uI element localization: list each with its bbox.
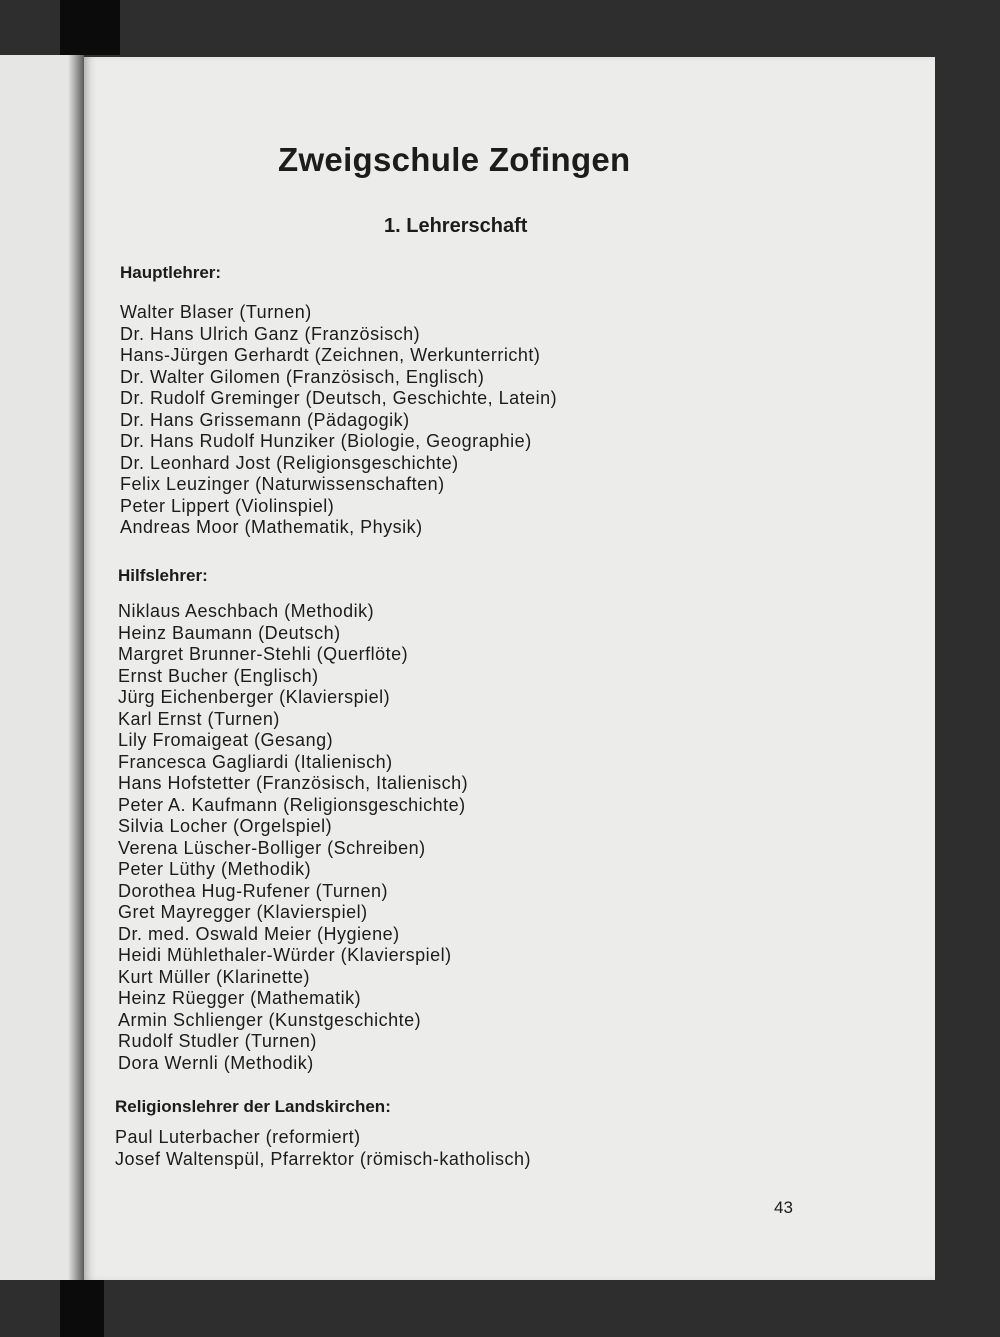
member-item: Francesca Gagliardi (Italienisch)	[118, 751, 393, 772]
group-hauptlehrer	[120, 262, 557, 539]
member-item: Karl Ernst (Turnen)	[118, 708, 280, 729]
group-heading: Hauptlehrer:	[120, 263, 222, 282]
page-title: Zweigschule Zofingen	[278, 141, 631, 178]
member-item: Jürg Eichenberger (Klavierspiel)	[118, 687, 391, 707]
member-item: Paul Luterbacher (reformiert)	[115, 1127, 361, 1147]
member-item: Andreas Moor (Mathematik, Physik)	[120, 517, 423, 537]
member-list	[118, 601, 468, 1074]
document-page	[84, 57, 935, 1280]
member-item: Ernst Bucher (Englisch)	[118, 665, 319, 686]
member-item: Lily Fromaigeat (Gesang)	[118, 730, 334, 750]
member-item: Dr. Rudolf Greminger (Deutsch, Geschichte, Latein)	[120, 388, 558, 408]
member-item: Margret Brunner-Stehli (Querflöte)	[118, 644, 409, 664]
member-item: Dorothea Hug-Rufener (Turnen)	[118, 880, 388, 901]
member-item: Verena Lüscher-Bolliger (Schreiben)	[118, 837, 426, 858]
member-item: Josef Waltenspül, Pfarrektor (römisch-katholisch)	[115, 1148, 531, 1169]
member-item: Gret Mayregger (Klavierspiel)	[118, 902, 368, 922]
scan-border-top	[60, 0, 120, 55]
book-gutter	[68, 55, 84, 1280]
group-hilfslehrer	[118, 565, 468, 1074]
member-item: Dora Wernli (Methodik)	[118, 1052, 314, 1073]
member-item: Dr. Hans Grissemann (Pädagogik)	[120, 409, 410, 430]
section-title: 1. Lehrerschaft	[384, 215, 528, 237]
group-heading: Hilfslehrer:	[118, 566, 208, 585]
group-heading: Religionslehrer der Landskirchen:	[115, 1097, 391, 1116]
member-item: Hans-Jürgen Gerhardt (Zeichnen, Werkunterricht)	[120, 345, 541, 365]
member-item: Heinz Rüegger (Mathematik)	[118, 988, 362, 1008]
member-item: Silvia Locher (Orgelspiel)	[118, 816, 333, 836]
member-item: Armin Schlienger (Kunstgeschichte)	[118, 1009, 422, 1030]
member-item: Peter Lüthy (Methodik)	[118, 859, 312, 879]
member-list	[120, 302, 557, 539]
member-item: Hans Hofstetter (Französisch, Italienisch)	[118, 773, 469, 793]
member-item: Peter A. Kaufmann (Religionsgeschichte)	[118, 794, 466, 815]
scan-border-bottom	[60, 1280, 104, 1337]
member-item: Kurt Müller (Klarinette)	[118, 966, 311, 987]
member-item: Walter Blaser (Turnen)	[120, 302, 312, 322]
member-item: Felix Leuzinger (Naturwissenschaften)	[120, 474, 445, 494]
member-item: Rudolf Studler (Turnen)	[118, 1031, 317, 1051]
member-item: Peter Lippert (Violinspiel)	[120, 495, 335, 516]
member-item: Niklaus Aeschbach (Methodik)	[118, 601, 375, 621]
group-religionslehrer	[115, 1096, 531, 1170]
page-number: 43	[774, 1198, 793, 1217]
member-item: Dr. Leonhard Jost (Religionsgeschichte)	[120, 452, 459, 473]
member-item: Dr. Hans Rudolf Hunziker (Biologie, Geographie)	[120, 431, 532, 451]
member-item: Heinz Baumann (Deutsch)	[118, 622, 341, 643]
member-item: Dr. Walter Gilomen (Französisch, Englisch)	[120, 366, 485, 387]
member-list	[115, 1127, 531, 1170]
member-item: Heidi Mühlethaler-Würder (Klavierspiel)	[118, 945, 452, 965]
member-item: Dr. Hans Ulrich Ganz (Französisch)	[120, 323, 421, 344]
member-item: Dr. med. Oswald Meier (Hygiene)	[118, 923, 400, 944]
